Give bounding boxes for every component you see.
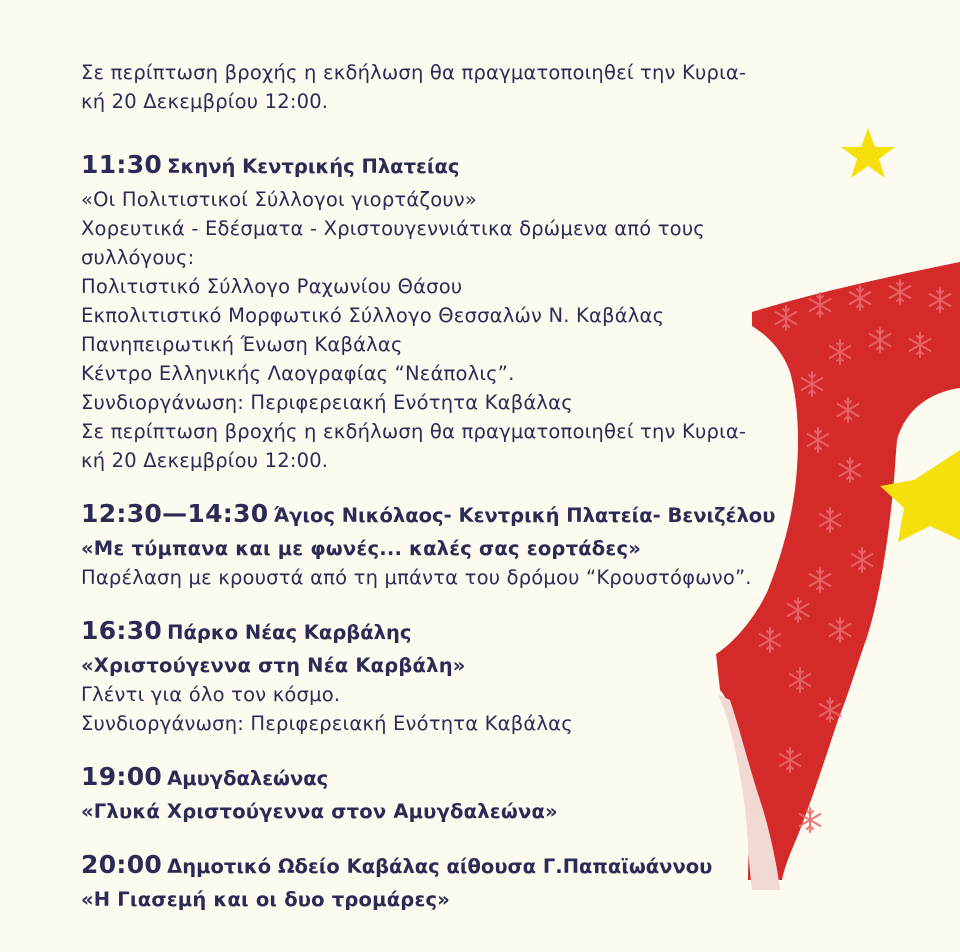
event-place: Δημοτικό Ωδείο Καβάλας αίθουσα Γ.Παπαϊωάννου	[167, 855, 713, 878]
event-place: Πάρκο Νέας Καρβάλης	[167, 621, 412, 644]
event-block	[81, 760, 771, 826]
event-header	[81, 148, 771, 185]
event-detail: Πολιτιστικό Σύλλογο Ραχωνίου Θάσου	[81, 275, 463, 298]
event-detail: Παρέλαση με κρουστά από τη μπάντα του δρόμου “Κρουστόφωνο”.	[81, 566, 752, 589]
rain-notice-line: Σε περίπτωση βροχής η εκδήλωση θα πραγματοποιηθεί την Κυρια-	[81, 61, 747, 84]
rain-notice-line: κή 20 Δεκεμβρίου 12:00.	[81, 90, 329, 113]
event-detail: Χορευτικά - Εδέσματα - Χριστουγεννιάτικα δρώμενα από τους	[81, 217, 705, 240]
event-time: 20:00	[81, 850, 163, 879]
event-detail: Συνδιοργάνωση: Περιφερειακή Ενότητα Καβάλας	[81, 712, 573, 735]
event-place: Σκηνή Κεντρικής Πλατείας	[167, 155, 460, 178]
event-program	[81, 58, 776, 936]
event-detail: Γλέντι για όλο τον κόσμο.	[81, 683, 341, 706]
event-time: 16:30	[81, 616, 163, 645]
event-header	[81, 614, 771, 651]
event-place: Αμυγδαλεώνας	[167, 767, 329, 790]
event-detail: συλλόγους:	[81, 246, 195, 269]
event-title: «Χριστούγεννα στη Νέα Καρβάλη»	[81, 654, 466, 677]
event-place: Άγιος Νικόλαος- Κεντρική Πλατεία- Βενιζέλου	[273, 504, 776, 527]
event-detail: Κέντρο Ελληνικής Λαογραφίας “Νεάπολις”.	[81, 362, 515, 385]
event-time: 19:00	[81, 762, 163, 791]
event-detail: Πανηπειρωτική Ένωση Καβάλας	[81, 333, 403, 356]
star-icon	[841, 128, 895, 178]
event-time: 12:30—14:30	[81, 499, 269, 528]
event-detail: Εκπολιτιστικό Μορφωτικό Σύλλογο Θεσσαλών Ν. Καβάλας	[81, 304, 665, 327]
event-title: «Με τύμπανα και με φωνές... καλές σας εορτάδες»	[81, 537, 642, 560]
event-detail: Συνδιοργάνωση: Περιφερειακή Ενότητα Καβάλας	[81, 391, 573, 414]
rain-notice	[81, 58, 771, 116]
event-detail: κή 20 Δεκεμβρίου 12:00.	[81, 449, 329, 472]
event-time: 11:30	[81, 150, 163, 179]
event-block	[81, 148, 771, 475]
event-header	[81, 497, 776, 534]
event-header	[81, 760, 771, 797]
event-title: «Οι Πολιτιστικοί Σύλλογοι γιορτάζουν»	[81, 188, 478, 211]
event-block	[81, 497, 776, 592]
event-detail: Σε περίπτωση βροχής η εκδήλωση θα πραγματοποιηθεί την Κυρια-	[81, 420, 747, 443]
event-block	[81, 614, 771, 738]
event-block	[81, 848, 771, 914]
event-header	[81, 848, 771, 885]
event-title: «Η Γιασεμή και οι δυο τρομάρες»	[81, 888, 451, 911]
event-title: «Γλυκά Χριστούγεννα στον Αμυγδαλεώνα»	[81, 800, 558, 823]
